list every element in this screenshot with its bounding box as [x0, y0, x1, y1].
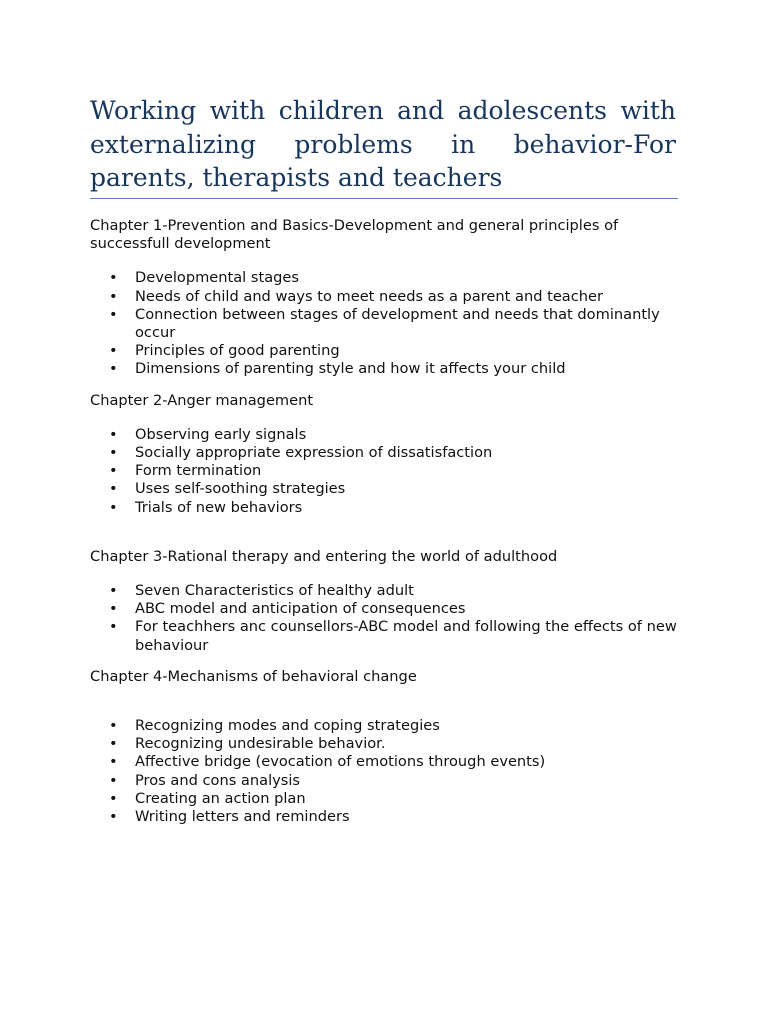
- document-title: Working with children and adolescents with externalizing problems in behavior-For parents, therapists and teachers: [90, 96, 676, 192]
- chapter-2-heading: Chapter 2-Anger management: [90, 391, 314, 409]
- bullet-icon: •: [109, 462, 118, 480]
- list-item: • Socially appropriate expression of dissatisfaction: [109, 444, 493, 462]
- list-item: • Pros and cons analysis: [109, 771, 301, 789]
- list-item: • Dimensions of parenting style and how it affects your child: [109, 360, 566, 378]
- list-item: • Recognizing undesirable behavior.: [109, 735, 386, 753]
- bullet-icon: •: [109, 269, 118, 287]
- chapter-1-list: [90, 269, 682, 378]
- list-item: • Connection between stages of development and needs that dominantly occur: [109, 305, 660, 342]
- bullet-icon: •: [109, 771, 118, 789]
- list-item: • Creating an action plan: [109, 789, 306, 807]
- bullet-icon: •: [109, 618, 118, 636]
- bullet-icon: •: [109, 305, 118, 323]
- bullet-icon: •: [109, 360, 118, 378]
- bullet-icon: •: [109, 480, 118, 498]
- bullet-icon: •: [109, 582, 118, 600]
- bullet-icon: •: [109, 717, 118, 735]
- list-item: • Affective bridge (evocation of emotions through events): [109, 753, 546, 771]
- chapter-3-list: [90, 582, 682, 655]
- chapter-3-heading: Chapter 3-Rational therapy and entering the world of adulthood: [90, 547, 558, 565]
- list-item: • Principles of good parenting: [109, 342, 340, 360]
- list-item: • Observing early signals: [109, 425, 307, 443]
- bullet-icon: •: [109, 753, 118, 771]
- bullet-icon: •: [109, 342, 118, 360]
- chapter-4-heading: Chapter 4-Mechanisms of behavioral change: [90, 667, 417, 685]
- list-item: • Recognizing modes and coping strategies: [109, 717, 440, 735]
- list-item: • Form termination: [109, 462, 262, 480]
- bullet-icon: •: [109, 600, 118, 618]
- bullet-icon: •: [109, 735, 118, 753]
- bullet-icon: •: [109, 444, 118, 462]
- list-item: • For teachhers anc counsellors-ABC model and following the effects of new behaviour: [109, 618, 677, 654]
- list-item: • Needs of child and ways to meet needs as a parent and teacher: [109, 287, 603, 305]
- title-divider: [90, 198, 678, 199]
- bullet-icon: •: [109, 498, 118, 516]
- chapter-1-heading: Chapter 1-Prevention and Basics-Development and general principles of successfull development: [90, 217, 619, 253]
- bullet-icon: •: [109, 425, 118, 443]
- bullet-icon: •: [109, 789, 118, 807]
- list-item: • Seven Characteristics of healthy adult: [109, 582, 414, 600]
- list-item: • Developmental stages: [109, 269, 299, 287]
- bullet-icon: •: [109, 287, 118, 305]
- list-item: • ABC model and anticipation of consequences: [109, 600, 466, 618]
- chapter-2-list: [90, 426, 682, 517]
- chapter-4-list: [90, 717, 682, 826]
- list-item: • Uses self-soothing strategies: [109, 480, 346, 498]
- list-item: • Trials of new behaviors: [109, 498, 303, 516]
- list-item: • Writing letters and reminders: [109, 808, 350, 826]
- bullet-icon: •: [109, 808, 118, 826]
- document-body: [90, 217, 682, 826]
